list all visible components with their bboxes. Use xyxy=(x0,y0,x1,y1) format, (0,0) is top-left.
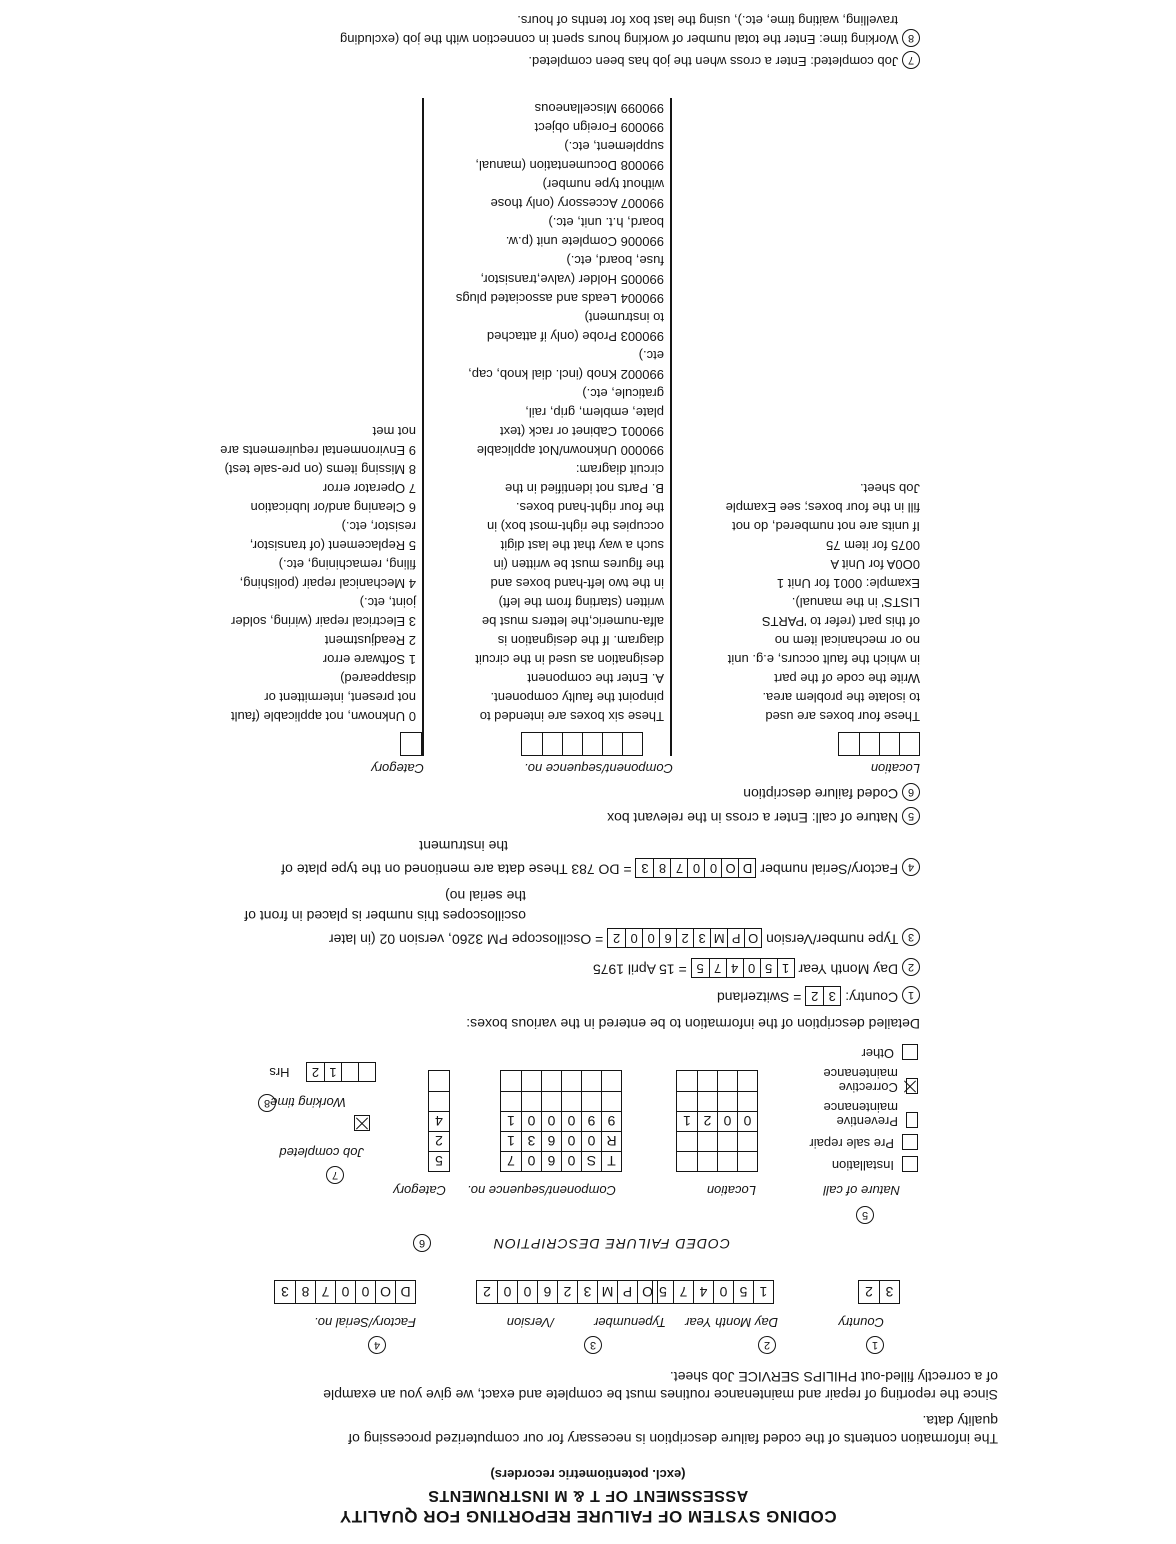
field-number-3: 3 xyxy=(584,1336,602,1354)
description-line: 5 Replacement (of transistor, xyxy=(249,538,416,553)
grid-cell[interactable]: 0 xyxy=(541,1111,561,1131)
option-label: Corrective maintenance xyxy=(823,1066,898,1095)
box-cell[interactable]: 7 xyxy=(315,1281,335,1303)
box-cell[interactable]: D xyxy=(395,1281,415,1303)
description-line: 990000 Unknown/Not applicable xyxy=(476,443,664,458)
description-line: 990009 Foreign object xyxy=(534,120,664,135)
grid-cell[interactable] xyxy=(601,1071,621,1091)
box-cell[interactable]: O xyxy=(637,1281,657,1303)
description-line: 990099 Miscellaneous xyxy=(534,101,664,116)
serial-note: = DO 783 These data are mentioned on the type plate of xyxy=(281,861,632,878)
component-column-label: Component/sequence no. xyxy=(524,761,673,776)
location-column-label: Location xyxy=(870,761,920,776)
description-line: 990007 Accessory (only those xyxy=(490,196,664,211)
nature-of-call-option[interactable] xyxy=(798,1066,918,1094)
grid-cell[interactable] xyxy=(717,1131,737,1151)
nature-of-call-option[interactable] xyxy=(798,1100,918,1128)
description-line: LISTS' in the manual). xyxy=(791,595,920,610)
doc-subtitle-note: (excl. potentiometric recorders) xyxy=(490,1467,686,1482)
field-number-2: 2 xyxy=(902,958,920,976)
grid-cell[interactable]: 0 xyxy=(561,1131,581,1151)
description-line: such a way that the last digit xyxy=(500,538,664,553)
box-cell[interactable] xyxy=(341,1063,358,1081)
description-line: 990001 Cabinet or rack (text xyxy=(499,424,664,439)
box-cell[interactable]: 6 xyxy=(659,929,676,947)
type-label: Type number/Version xyxy=(766,931,899,948)
field-number-7: 7 xyxy=(326,1166,344,1184)
description-line: Example: 0001 for Unit 1 xyxy=(776,576,920,591)
field-number-7: 7 xyxy=(902,51,920,69)
serial-note-line: the instrument xyxy=(419,838,508,854)
description-line: 1 Software error xyxy=(322,652,416,667)
date-note: = 15 April 1975 xyxy=(592,961,687,978)
grid-cell[interactable]: 1 xyxy=(677,1111,697,1131)
grid-cell[interactable]: 2 xyxy=(697,1111,717,1131)
grid-cell[interactable] xyxy=(737,1151,757,1171)
description-line: supplement, etc.) xyxy=(564,139,664,154)
description-line: fuse, board, etc.) xyxy=(566,253,664,268)
footer-text: Job completed: Enter a cross when the job has been completed. xyxy=(528,54,899,69)
checkbox[interactable] xyxy=(902,1134,918,1150)
box-cell[interactable]: 8 xyxy=(654,859,671,877)
nature-of-call-option[interactable] xyxy=(798,1044,918,1060)
type-note-line: oscilloscopes this number is placed in front of xyxy=(244,908,526,924)
description-line: These four boxes are used xyxy=(765,709,920,724)
box-cell[interactable]: 1 xyxy=(753,1281,773,1303)
box-cell[interactable]: 0 xyxy=(335,1281,355,1303)
box-cell[interactable]: 3 xyxy=(879,1281,899,1303)
box-cell[interactable]: 0 xyxy=(642,929,659,947)
grid-cell[interactable] xyxy=(521,1091,541,1111)
box-cell[interactable]: P xyxy=(617,1281,637,1303)
nature-of-call-list xyxy=(798,1038,918,1172)
description-line: 990006 Complete unit (p.w. xyxy=(505,234,664,249)
grid-cell[interactable]: 1 xyxy=(501,1131,521,1151)
description-line: 0 Unknown, not applicable (fault xyxy=(230,709,416,724)
typenumber-label: Typenumber xyxy=(593,1315,666,1330)
description-line: 6 Cleaning and/or lubrication xyxy=(250,500,416,515)
intro-line: Since the reporting of repair and maintenance routines must be complete and exact, we give you an example xyxy=(323,1387,998,1403)
description-line: 990004 Leads and associated plugs xyxy=(455,291,664,306)
box-cell[interactable]: P xyxy=(727,929,744,947)
field-number-5: 5 xyxy=(902,807,920,825)
component-grid xyxy=(500,1070,622,1172)
box-cell[interactable]: O xyxy=(722,859,739,877)
grid-cell[interactable]: 0 xyxy=(717,1111,737,1131)
footer-text: travelling, waiting time, etc.), using the last box for tenths of hours. xyxy=(517,13,898,28)
location-label: Location xyxy=(706,1183,756,1198)
working-time-boxes xyxy=(306,1062,376,1082)
grid-cell[interactable] xyxy=(581,1071,601,1091)
option-label: Preventive maintenance xyxy=(823,1100,898,1129)
checkbox[interactable] xyxy=(906,1078,918,1094)
description-line: 990002 Knob (incl. dial knob, cap, xyxy=(468,367,664,382)
date-label: Day Month Year xyxy=(685,1315,778,1330)
description-line: in which the fault occurs, e.g. unit xyxy=(727,652,920,667)
date-boxes xyxy=(652,1280,774,1304)
detail-heading: Detailed description of the information to be entered in the various boxes: xyxy=(466,1016,920,1032)
field-number-4: 4 xyxy=(902,858,920,876)
country-label: Country xyxy=(838,1315,884,1330)
option-label: Pre sale repair xyxy=(809,1136,894,1151)
description-line: disappeared) xyxy=(340,671,416,686)
field-number-5: 5 xyxy=(856,1206,874,1224)
grid-cell[interactable] xyxy=(737,1091,757,1111)
description-line: etc.) xyxy=(638,348,664,363)
box-cell[interactable]: 0 xyxy=(705,859,722,877)
grid-cell[interactable]: 6 xyxy=(541,1151,561,1171)
field-number-6: 6 xyxy=(413,1234,431,1252)
option-label: Installation xyxy=(831,1158,894,1173)
grid-cell[interactable]: 5 xyxy=(429,1151,449,1171)
description-line: 7 Operator error xyxy=(322,481,416,496)
grid-cell[interactable]: S xyxy=(581,1151,601,1171)
intro-line: of a correctly filled-out PHILIPS SERVICE Job sheet. xyxy=(669,1369,998,1385)
description-line: the four right-hand boxes. xyxy=(515,500,664,515)
hours-unit: Hrs xyxy=(269,1064,290,1080)
box-cell[interactable]: 0 xyxy=(743,959,760,977)
grid-cell[interactable] xyxy=(429,1091,449,1111)
checkbox[interactable] xyxy=(906,1112,918,1128)
column-divider xyxy=(422,98,424,756)
grid-cell[interactable] xyxy=(717,1071,737,1091)
description-line: 4 Mechanical repair (polishing, xyxy=(239,576,416,591)
doc-title: CODING SYSTEM OF FAILURE REPORTING FOR QUALITY xyxy=(339,1507,837,1526)
nature-of-call-label: Nature of call xyxy=(823,1183,900,1198)
box-cell[interactable] xyxy=(582,733,602,755)
description-line: the figures must be written (in xyxy=(493,557,664,572)
checkbox[interactable] xyxy=(902,1156,918,1172)
working-time-field xyxy=(269,1062,376,1082)
field-number-8: 8 xyxy=(902,29,920,47)
option-label: Other xyxy=(861,1046,894,1061)
intro-line: The information contents of the coded failure description is necessary for our computerized processing of xyxy=(348,1431,998,1447)
box-cell[interactable]: 1 xyxy=(324,1063,341,1081)
box-cell[interactable]: 5 xyxy=(659,1284,667,1300)
nature-of-call-option[interactable] xyxy=(798,1134,918,1150)
grid-cell[interactable] xyxy=(429,1071,449,1091)
description-line: B. Parts not identified in the xyxy=(505,481,664,496)
grid-cell[interactable] xyxy=(697,1071,717,1091)
box-cell[interactable] xyxy=(622,733,642,755)
column-divider xyxy=(670,98,672,756)
description-line: without type number) xyxy=(542,177,664,192)
box-cell[interactable]: 2 xyxy=(676,929,693,947)
category-grid xyxy=(428,1070,450,1172)
type-note: = Oscilloscope PM 3260, version 02 (in later xyxy=(328,931,604,948)
grid-cell[interactable] xyxy=(697,1131,717,1151)
field-number-6: 6 xyxy=(902,783,920,801)
component-description xyxy=(426,99,664,726)
grid-cell[interactable] xyxy=(581,1091,601,1111)
box-cell[interactable]: 1 xyxy=(777,959,794,977)
description-line: resistor, etc.) xyxy=(341,519,416,534)
box-cell[interactable]: 3 xyxy=(577,1281,597,1303)
grid-cell[interactable] xyxy=(717,1091,737,1111)
box-cell[interactable] xyxy=(602,733,622,755)
box-cell[interactable]: 7 xyxy=(671,859,688,877)
box-cell[interactable] xyxy=(899,733,919,755)
description-line: designation as used in the circuit xyxy=(475,652,664,667)
doc-subtitle: ASSESSMENT OF T & M INSTRUMENTS xyxy=(427,1487,749,1504)
grid-cell[interactable] xyxy=(501,1091,521,1111)
field-number-1: 1 xyxy=(866,1336,884,1354)
box-cell[interactable]: 3 xyxy=(281,1284,289,1300)
grid-cell[interactable]: 1 xyxy=(501,1111,521,1131)
box-cell[interactable]: 2 xyxy=(613,931,621,946)
description-line: These six boxes are intended to xyxy=(479,709,664,724)
description-line: 990005 Holder (valve,transistor, xyxy=(480,272,664,287)
detail-coded xyxy=(743,783,920,802)
description-line: not present, intermittent or xyxy=(264,690,416,705)
box-cell[interactable]: 2 xyxy=(811,989,819,1004)
grid-cell[interactable]: 2 xyxy=(429,1131,449,1151)
country-label: Country: xyxy=(845,989,899,1006)
box-cell[interactable]: 3 xyxy=(823,987,840,1005)
box-cell[interactable]: 7 xyxy=(709,959,726,977)
serial-label: Factory/Serial no. xyxy=(314,1315,416,1330)
description-line: 3 Electrical repair (wiring, solder xyxy=(231,614,416,629)
description-line: filing, remachining, etc.) xyxy=(278,557,416,572)
description-line: 0075 for item 75 xyxy=(826,538,920,553)
box-cell[interactable] xyxy=(542,733,562,755)
box-cell[interactable] xyxy=(358,1063,375,1081)
description-line: 9 Environmental requirements are xyxy=(220,443,416,458)
field-number-4: 4 xyxy=(368,1336,386,1354)
job-completed-checkbox[interactable] xyxy=(354,1115,370,1131)
detail-nature xyxy=(607,807,920,826)
date-label: Day Month Year xyxy=(798,961,899,978)
description-line: 0O0A for Unit A xyxy=(830,557,920,572)
grid-cell[interactable] xyxy=(541,1071,561,1091)
job-completed-label: Job completed xyxy=(279,1145,364,1160)
serial-example-boxes xyxy=(636,858,757,878)
box-cell[interactable]: 5 xyxy=(760,959,777,977)
box-cell[interactable]: 6 xyxy=(537,1281,557,1303)
description-line: circuit diagram: xyxy=(575,462,664,477)
grid-cell[interactable]: R xyxy=(601,1131,621,1151)
grid-cell[interactable]: 6 xyxy=(541,1131,561,1151)
grid-cell[interactable]: 7 xyxy=(501,1151,521,1171)
location-description xyxy=(680,479,920,726)
grid-cell[interactable] xyxy=(717,1151,737,1171)
box-cell[interactable]: 0 xyxy=(497,1281,517,1303)
grid-cell[interactable] xyxy=(677,1071,697,1091)
description-line: If units are not numbered, do not xyxy=(732,519,920,534)
footer-working-time xyxy=(180,12,920,48)
grid-cell[interactable]: 0 xyxy=(561,1151,581,1171)
box-cell[interactable]: 0 xyxy=(688,859,705,877)
grid-cell[interactable] xyxy=(561,1091,581,1111)
detail-country xyxy=(717,986,920,1006)
grid-cell[interactable]: T xyxy=(601,1151,621,1171)
box-cell[interactable] xyxy=(522,733,542,755)
country-note: = Switzerland xyxy=(716,989,802,1006)
coded-failure-title: CODED FAILURE DESCRIPTION xyxy=(492,1236,730,1252)
grid-cell[interactable]: 4 xyxy=(429,1111,449,1131)
box-cell[interactable]: 8 xyxy=(295,1281,315,1303)
intro-paragraph-1 xyxy=(178,1412,998,1448)
description-line: not met xyxy=(372,424,416,439)
footer-job-completed xyxy=(528,51,920,70)
type-example-boxes xyxy=(607,928,762,948)
box-cell[interactable]: 7 xyxy=(673,1281,693,1303)
box-cell[interactable]: M xyxy=(597,1281,617,1303)
box-cell[interactable] xyxy=(562,733,582,755)
box-cell[interactable] xyxy=(401,733,421,755)
description-line: 990003 Probe (only if attached xyxy=(486,329,664,344)
description-line: Job sheet. xyxy=(860,481,920,496)
grid-cell[interactable] xyxy=(541,1091,561,1111)
description-line: no or mechanical item no xyxy=(774,633,920,648)
grid-cell[interactable] xyxy=(697,1091,717,1111)
description-line: 8 Missing items (on pre-sale test) xyxy=(224,462,416,477)
description-line: to isolate the problem area. xyxy=(762,690,920,705)
box-cell[interactable]: O xyxy=(744,929,761,947)
box-cell[interactable]: D xyxy=(739,859,756,877)
box-cell[interactable] xyxy=(839,733,859,755)
field-number-3: 3 xyxy=(902,928,920,946)
grid-cell[interactable]: 0 xyxy=(521,1151,541,1171)
nature-of-call-option[interactable] xyxy=(798,1156,918,1172)
box-cell[interactable]: 2 xyxy=(865,1284,873,1300)
grid-cell[interactable] xyxy=(501,1071,521,1091)
description-line: A. Enter the component xyxy=(527,671,664,686)
description-line: pinpoint the faulty component. xyxy=(490,690,664,705)
description-line: written (starting from the left) xyxy=(498,595,664,610)
grid-cell[interactable]: 0 xyxy=(581,1131,601,1151)
checkbox[interactable] xyxy=(902,1044,918,1060)
detail-type xyxy=(329,928,920,948)
category-description xyxy=(166,422,416,726)
box-cell[interactable]: 0 xyxy=(517,1281,537,1303)
description-line: alfa-numeric,the letters must be xyxy=(481,614,664,629)
serial-label: Factory/Serial number xyxy=(760,861,899,878)
description-line: graticule, etc.) xyxy=(582,386,664,401)
grid-cell[interactable]: 0 xyxy=(521,1111,541,1131)
component-example-boxes xyxy=(521,732,643,756)
field-number-2: 2 xyxy=(758,1336,776,1354)
description-line: in the two left-hand boxes and xyxy=(490,576,664,591)
grid-cell[interactable] xyxy=(737,1071,757,1091)
description-line: joint, etc.) xyxy=(359,595,416,610)
box-cell[interactable] xyxy=(879,733,899,755)
grid-cell[interactable] xyxy=(601,1091,621,1111)
description-line: occupies the right-most box) in xyxy=(486,519,664,534)
version-label: /Version xyxy=(506,1315,554,1330)
grid-cell[interactable]: 9 xyxy=(601,1111,621,1131)
grid-cell[interactable] xyxy=(737,1131,757,1151)
grid-cell[interactable] xyxy=(697,1151,717,1171)
typeversion-boxes xyxy=(476,1280,658,1304)
coded-instruction: Coded failure description xyxy=(743,786,899,802)
box-cell[interactable] xyxy=(859,733,879,755)
box-cell[interactable]: O xyxy=(375,1281,395,1303)
description-line: to instrument) xyxy=(584,310,664,325)
field-number-8: 8 xyxy=(258,1094,276,1112)
description-line: of this part (refer to 'PARTS xyxy=(761,614,920,629)
box-cell[interactable]: 0 xyxy=(713,1281,733,1303)
footer-text: Working time: Enter the total number of working hours spent in connection with the job (excluding xyxy=(340,32,899,47)
location-grid xyxy=(676,1070,758,1172)
field-number-1: 1 xyxy=(902,986,920,1004)
description-line: 2 Readjustment xyxy=(324,633,416,648)
description-line: board, h.t. unit, etc.) xyxy=(548,215,664,230)
grid-cell[interactable]: 3 xyxy=(521,1131,541,1151)
date-example-boxes xyxy=(691,958,795,978)
country-boxes xyxy=(858,1280,900,1304)
grid-cell[interactable] xyxy=(677,1151,697,1171)
intro-paragraph-2 xyxy=(178,1368,998,1404)
box-cell[interactable]: 4 xyxy=(726,959,743,977)
box-cell[interactable]: 3 xyxy=(641,861,649,876)
serial-boxes xyxy=(274,1280,416,1304)
detail-date xyxy=(593,958,920,978)
grid-cell[interactable] xyxy=(561,1071,581,1091)
box-cell[interactable]: 0 xyxy=(625,929,642,947)
box-cell[interactable]: M xyxy=(710,929,727,947)
description-line: Write the code of the part xyxy=(774,671,920,686)
description-line: diagram. If the designation is xyxy=(497,633,664,648)
grid-cell[interactable]: 0 xyxy=(737,1111,757,1131)
intro-line: quality data. xyxy=(922,1413,998,1429)
nature-instruction: Nature of call: Enter a cross in the relevant box xyxy=(607,810,899,826)
description-line: 990008 Documentation (manual, xyxy=(475,158,664,173)
description-line: plate, emblem, grip, rail, xyxy=(525,405,664,420)
component-label: Component/sequence no. xyxy=(467,1183,616,1198)
box-cell[interactable]: 2 xyxy=(311,1065,320,1080)
grid-cell[interactable]: 9 xyxy=(581,1111,601,1131)
working-time-label: Working time xyxy=(270,1095,346,1110)
box-cell[interactable]: 2 xyxy=(483,1284,491,1300)
detail-serial xyxy=(281,858,920,878)
box-cell[interactable]: 5 xyxy=(733,1281,753,1303)
type-note-line: the serial no) xyxy=(445,888,526,904)
box-cell[interactable]: 4 xyxy=(693,1281,713,1303)
grid-cell[interactable] xyxy=(521,1071,541,1091)
description-line: fill in the four boxes; see Example xyxy=(725,500,920,515)
box-cell[interactable]: 3 xyxy=(693,929,710,947)
box-cell[interactable]: 5 xyxy=(696,961,704,976)
category-column-label: Category xyxy=(371,761,424,776)
category-label: Category xyxy=(393,1183,446,1198)
location-example-boxes xyxy=(838,732,920,756)
country-example-boxes xyxy=(805,986,841,1006)
category-example-boxes xyxy=(400,732,422,756)
grid-cell[interactable] xyxy=(677,1131,697,1151)
box-cell[interactable]: 2 xyxy=(557,1281,577,1303)
grid-cell[interactable] xyxy=(677,1091,697,1111)
box-cell[interactable]: 0 xyxy=(355,1281,375,1303)
grid-cell[interactable]: 0 xyxy=(561,1111,581,1131)
